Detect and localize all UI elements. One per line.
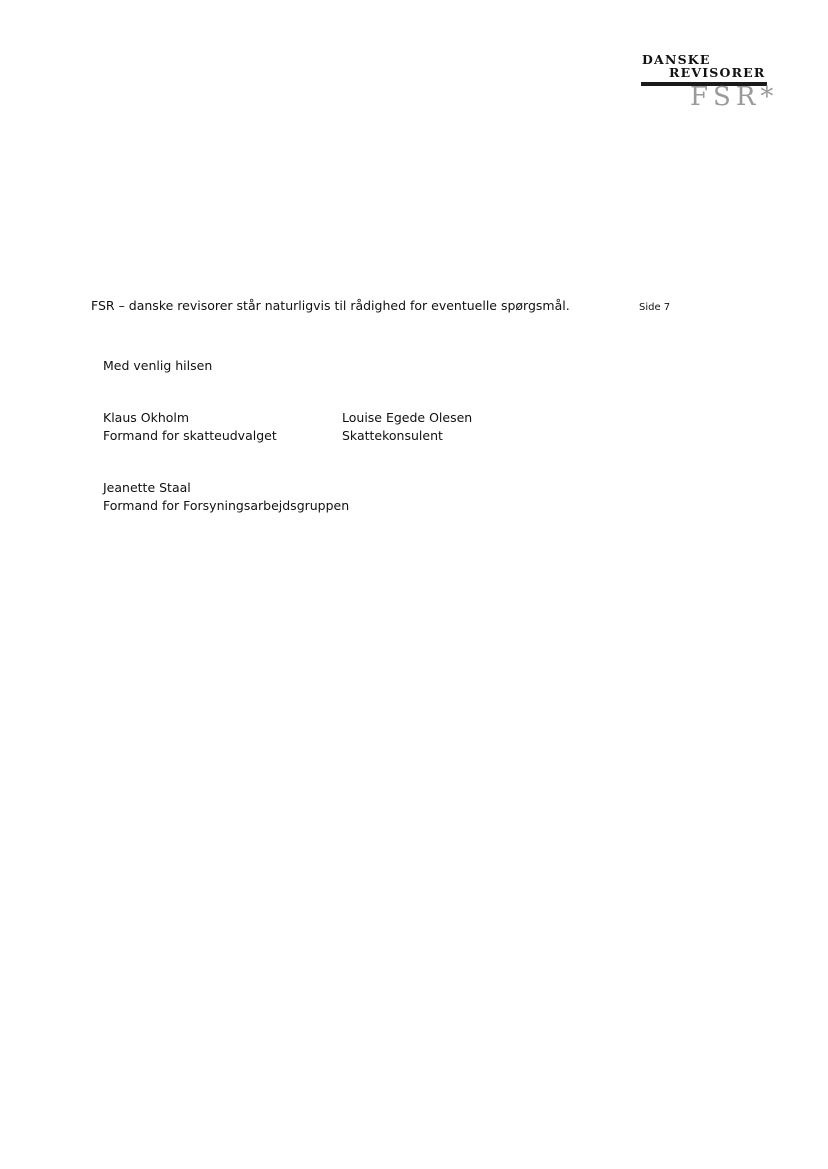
signatory-title: Formand for Forsyningsarbejdsgruppen bbox=[103, 498, 350, 513]
signatory-title: Formand for skatteudvalget bbox=[103, 428, 277, 443]
page-number: Side 7 bbox=[639, 302, 671, 313]
closing-greeting: Med venlig hilsen bbox=[103, 358, 213, 373]
fsr-logo bbox=[640, 52, 779, 114]
logo-text-danske: DANSKE bbox=[642, 52, 711, 67]
signatory-name: Klaus Okholm bbox=[103, 410, 190, 425]
signatory-title: Skattekonsulent bbox=[342, 428, 443, 443]
logo-text-revisorer: REVISORER bbox=[669, 65, 766, 80]
signatory-name: Jeanette Staal bbox=[103, 480, 191, 495]
signatory-name: Louise Egede Olesen bbox=[342, 410, 473, 425]
statement-paragraph: FSR – danske revisorer står naturligvis til rådighed for eventuelle spørgsmål. bbox=[91, 298, 570, 313]
logo-fsr-mark: FSR* bbox=[690, 82, 779, 112]
